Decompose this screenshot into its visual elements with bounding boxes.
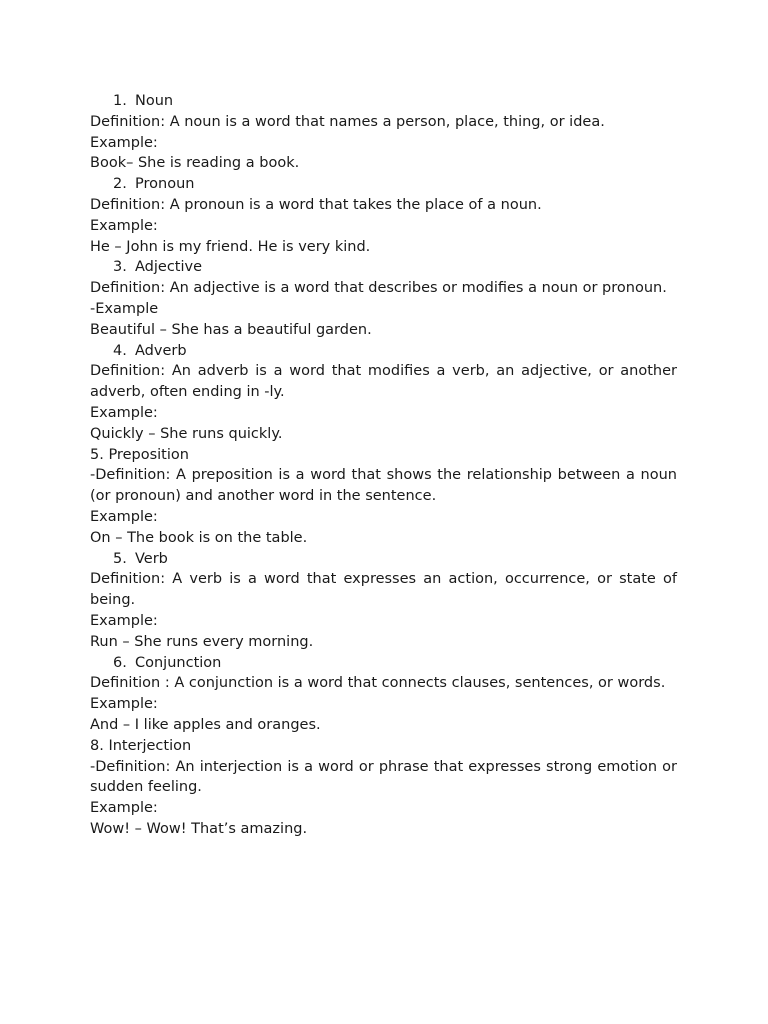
example-label: Example: [90, 217, 158, 234]
heading-title: Verb [135, 550, 168, 567]
section-heading [90, 549, 677, 570]
definition-text: Definition: An adjective is a word that describes or modifies a noun or pronoun. [90, 280, 667, 297]
heading-number: 6. [113, 654, 127, 671]
example-label: Example: [90, 612, 158, 629]
example-label: Example: [90, 134, 158, 151]
example-text: And – I like apples and oranges. [90, 716, 321, 733]
example-text: Quickly – She runs quickly. [90, 425, 283, 442]
heading-number: 3. [113, 259, 127, 276]
section-adverb [90, 341, 677, 445]
section-heading [90, 174, 677, 195]
section-preposition [90, 445, 677, 549]
definition-text: Definition: A verb is a word that expresses an action, occurrence, or state of being. [90, 571, 677, 609]
definition-text: Definition: A noun is a word that names a person, place, thing, or idea. [90, 113, 605, 130]
document-page [90, 91, 677, 840]
heading-number: 4. [113, 342, 127, 359]
heading-title: Adverb [135, 342, 187, 359]
heading-number: 2. [113, 176, 127, 193]
example-text: He – John is my friend. He is very kind. [90, 238, 371, 255]
section-heading: 8. Interjection [90, 737, 192, 754]
heading-number: 1. [113, 93, 127, 109]
example-text: Wow! – Wow! That’s amazing. [90, 820, 308, 837]
section-heading [90, 341, 677, 362]
example-label: Example: [90, 696, 158, 713]
example-text: On – The book is on the table. [90, 529, 308, 546]
example-text: Run – She runs every morning. [90, 633, 314, 650]
section-noun [90, 91, 677, 174]
definition-text: Definition : A conjunction is a word that connects clauses, sentences, or words. [90, 675, 666, 692]
heading-title: Pronoun [135, 176, 195, 193]
heading-number: 5. [113, 550, 127, 567]
definition-text: Definition: A pronoun is a word that takes the place of a noun. [90, 196, 542, 213]
definition-text: -Definition: An interjection is a word or phrase that expresses strong emotion or sudden feeling. [90, 758, 677, 796]
definition-text: Definition: An adverb is a word that modifies a verb, an adjective, or another adverb, often ending in -ly. [90, 363, 677, 401]
section-heading: 5. Preposition [90, 446, 189, 463]
definition-text: -Definition: A preposition is a word that shows the relationship between a noun (or pronoun) and another word in the sentence. [90, 467, 677, 505]
section-heading [90, 91, 677, 112]
heading-title: Adjective [135, 259, 203, 276]
section-heading [90, 257, 677, 278]
section-heading [90, 653, 677, 674]
heading-title: Conjunction [135, 654, 222, 671]
example-label: Example: [90, 508, 158, 525]
example-label: Example: [90, 800, 158, 817]
example-label: -Example [90, 300, 159, 317]
section-pronoun [90, 174, 677, 257]
section-conjunction [90, 653, 677, 736]
section-adjective [90, 257, 677, 340]
example-text: Beautiful – She has a beautiful garden. [90, 321, 372, 338]
heading-title: Noun [135, 93, 174, 109]
example-text: Book– She is reading a book. [90, 155, 300, 172]
section-interjection [90, 736, 677, 840]
section-verb [90, 549, 677, 653]
example-label: Example: [90, 404, 158, 421]
